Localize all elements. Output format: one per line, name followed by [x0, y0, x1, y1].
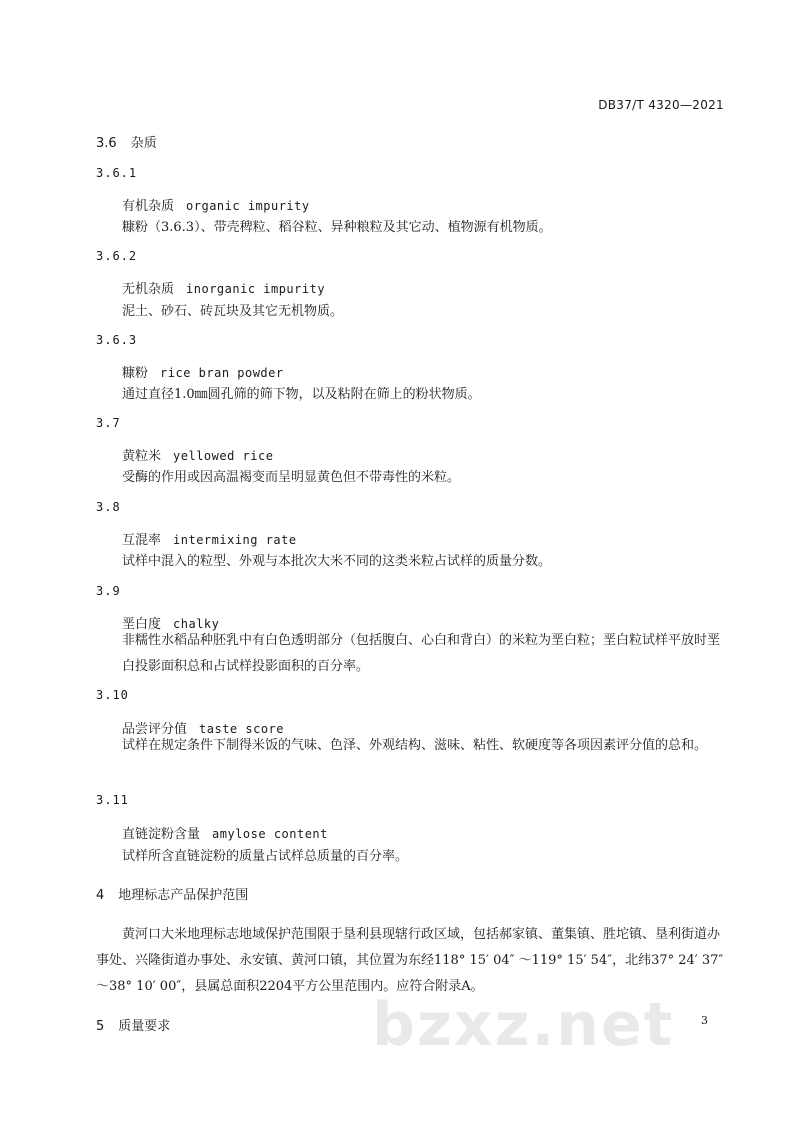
- term-en: chalky: [173, 617, 220, 631]
- clause-number: 3.6.3: [96, 333, 138, 347]
- chapter-number: 4: [96, 888, 105, 903]
- term-definition: 通过直径1.0㎜圆孔筛的筛下物，以及粘附在筛上的粉状物质。: [122, 387, 481, 402]
- term-en: rice bran powder: [160, 366, 284, 380]
- term-cn: 有机杂质: [122, 199, 175, 214]
- clause-number: 3.6.1: [96, 166, 138, 180]
- clause-number: 3.10: [96, 688, 129, 702]
- page-number: 3: [701, 1014, 708, 1027]
- term-cn: 无机杂质: [122, 282, 175, 297]
- term-definition: 试样中混入的粒型、外观与本批次大米不同的这类米粒占试样的质量分数。: [122, 554, 552, 569]
- term-definition: 试样在规定条件下制得米饭的气味、色泽、外观结构、滋味、粘性、软硬度等各项因素评分值的总和。: [122, 738, 708, 753]
- chapter-title: 地理标志产品保护范围: [118, 888, 249, 903]
- term-heading: [122, 529, 297, 548]
- term-cn: 黄粒米: [122, 449, 162, 464]
- section-number: 3.6: [96, 136, 117, 151]
- term-en: yellowed rice: [173, 449, 274, 463]
- document-code: DB37/T 4320—2021: [598, 98, 724, 112]
- term-cn: 品尝评分值: [122, 722, 188, 737]
- term-en: organic impurity: [186, 199, 310, 213]
- chapter-4-heading: [96, 884, 248, 903]
- chapter-number: 5: [96, 1019, 105, 1034]
- clause-number: 3.6.2: [96, 249, 138, 263]
- term-definition: 糠粉（3.6.3）、带壳稗粒、稻谷粒、异种粮粒及其它动、植物源有机物质。: [122, 220, 552, 235]
- term-cn: 垩白度: [122, 617, 162, 632]
- watermark: bzxz.net: [372, 990, 675, 1060]
- term-cn: 互混率: [122, 533, 162, 548]
- clause-number: 3.9: [96, 584, 121, 598]
- chapter-4-body: 黄河口大米地理标志地域保护范围限于垦利县现辖行政区域，包括郝家镇、董集镇、胜坨镇、垦利街道办事处、兴隆街道办事处、永安镇、黄河口镇，其位置为东经118° 15′ 04″ ～119° 15′ 54″，北纬37° 24′ 37″ ～38° 10′ 00″，县属总面积2204平方公里范围内。应符合附录A。: [96, 927, 724, 994]
- term-cn: 糠粉: [122, 366, 149, 381]
- term-definition: 试样所含直链淀粉的质量占试样总质量的百分率。: [122, 849, 409, 864]
- section-3-6: [96, 132, 157, 151]
- term-en: amylose content: [212, 827, 328, 841]
- chapter-title: 质量要求: [118, 1019, 171, 1034]
- clause-number: 3.8: [96, 500, 121, 514]
- term-en: inorganic impurity: [186, 282, 326, 296]
- term-heading: [122, 278, 325, 297]
- term-heading: [122, 195, 310, 214]
- term-heading: [122, 445, 273, 464]
- term-en: taste score: [199, 722, 284, 736]
- term-cn: 直链淀粉含量: [122, 827, 201, 842]
- clause-number: 3.11: [96, 793, 129, 807]
- term-heading: [122, 823, 328, 842]
- term-en: intermixing rate: [173, 533, 297, 547]
- section-title: 杂质: [130, 136, 157, 151]
- chapter-5-heading: [96, 1015, 170, 1034]
- term-definition: 非糯性水稻品种胚乳中有白色透明部分（包括腹白、心白和背白）的米粒为垩白粒；垩白粒试样平放时垩白投影面积总和占试样投影面积的百分率。: [122, 633, 721, 674]
- term-definition: 受酶的作用或因高温褐变而呈明显黄色但不带毒性的米粒。: [122, 470, 461, 485]
- clause-number: 3.7: [96, 416, 121, 430]
- term-definition: 泥土、砂石、砖瓦块及其它无机物质。: [122, 304, 344, 319]
- term-heading: [122, 362, 284, 381]
